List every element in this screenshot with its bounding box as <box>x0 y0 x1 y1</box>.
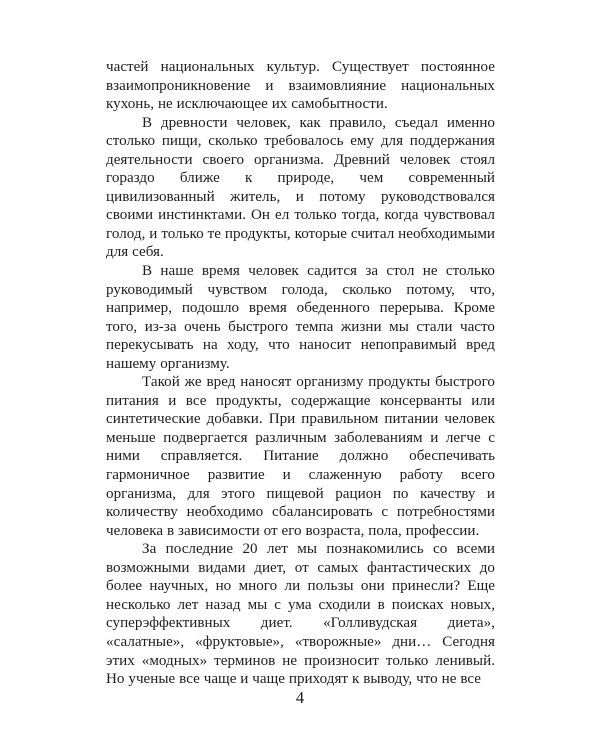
paragraph-2: В древности человек, как правило, съедал именно столько пищи, сколько требовалось ему для поддержания деятельности своего организма. Древний человек стоял гораздо ближе к природе, чем современный цивилизованный житель, и потому руководствовался своими инстинктами. Он ел только тогда, когда чувствовал голод, и только те продукты, которые считал необходимыми для себя. <box>106 114 495 261</box>
paragraph-1: частей национальных культур. Существует постоянное взаимопроникновение и взаимовлияние национальных кухонь, не исключающее их самобытности. <box>106 59 495 113</box>
paragraph-3: В наше время человек садится за стол не столько руководимый чувством голода, сколько потому, что, например, подошло время обеденного перерыва. Кроме того, из-за очень быстрого темпа жизни мы стали часто перекусывать на ходу, что наносит непоправимый вред нашему организму. <box>106 263 495 372</box>
page-number: 4 <box>295 688 305 707</box>
page-text-block <box>106 58 495 689</box>
paragraph-5: За последние 20 лет мы познакомились со всеми возможными видами диет, от самых фантастических до более научных, но много ли пользы они принесли? Еще несколько лет назад мы с ума сходили в поисках новых, суперэффективных диет. «Голливудская диета», «салатные», «фруктовые», «творожные» дни… Сегодня этих «модных» терминов не произносит только ленивый. Но ученые все чаще и чаще приходят к выводу, что не все <box>106 541 495 688</box>
paragraph-4: Такой же вред наносят организму продукты быстрого питания и все продукты, содержащие консерванты или синтетические добавки. При правильном питании человек меньше подвергается различным заболеваниям и легче с ними справляется. Питание должно обеспечивать гармоничное развитие и слаженную работу всего организма, для этого пищевой рацион по качеству и количеству необходимо сбалансировать с потребностями человека в зависимости от его возраста, пола, профессии. <box>106 374 495 539</box>
